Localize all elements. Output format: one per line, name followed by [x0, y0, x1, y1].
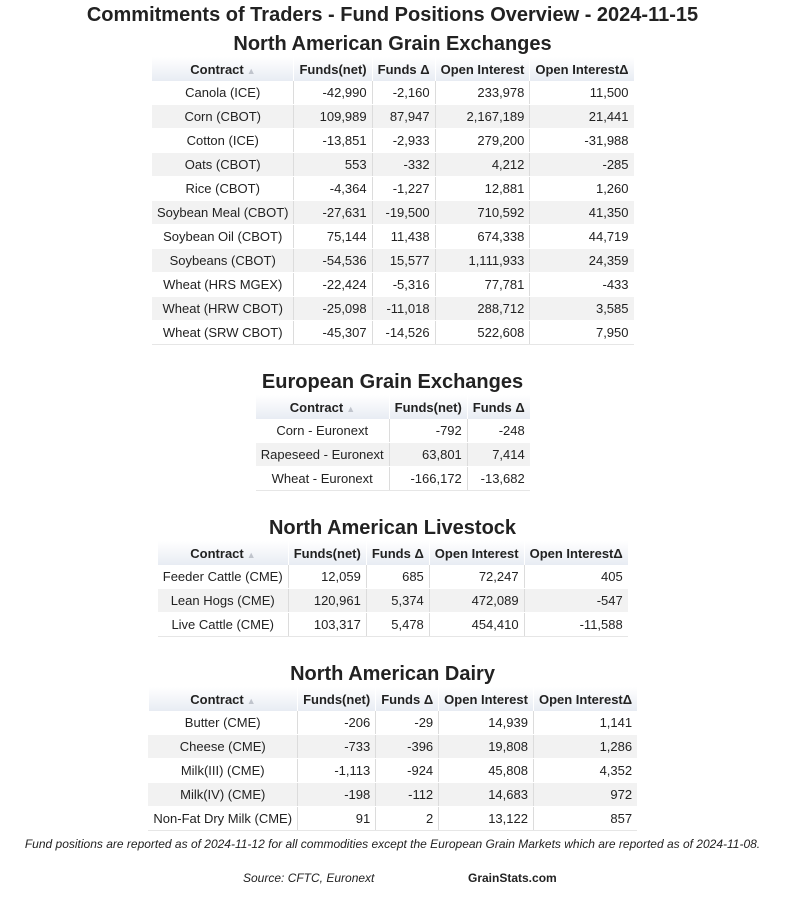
value-cell: 21,441: [530, 105, 634, 129]
value-cell: 14,939: [439, 711, 534, 735]
column-header-label: Funds Δ: [472, 399, 525, 415]
value-cell: 454,410: [429, 613, 524, 637]
contract-cell: Butter (CME): [148, 711, 297, 735]
column-header-label: Funds(net): [299, 61, 367, 77]
value-cell: -13,851: [294, 129, 372, 153]
value-cell: 41,350: [530, 201, 634, 225]
value-cell: 279,200: [435, 129, 530, 153]
table-row: [148, 783, 637, 807]
column-header[interactable]: [389, 395, 467, 419]
table-row: [152, 129, 634, 153]
value-cell: 12,059: [288, 565, 366, 589]
table-row: [152, 297, 634, 321]
value-cell: 5,478: [366, 613, 429, 637]
value-cell: -27,631: [294, 201, 372, 225]
value-cell: 522,608: [435, 321, 530, 345]
table-row: [148, 711, 637, 735]
contract-cell: Soybeans (CBOT): [152, 249, 294, 273]
value-cell: 972: [533, 783, 637, 807]
contract-cell: Rapeseed - Euronext: [256, 443, 389, 467]
value-cell: 77,781: [435, 273, 530, 297]
column-header[interactable]: [152, 57, 294, 81]
source-text: Source: CFTC, Euronext: [243, 871, 375, 885]
value-cell: 857: [533, 807, 637, 831]
column-header[interactable]: [435, 57, 530, 81]
value-cell: 11,500: [530, 81, 634, 105]
column-header-label: Funds Δ: [381, 691, 434, 707]
value-cell: -285: [530, 153, 634, 177]
column-header-label: Contract: [289, 399, 344, 415]
contract-cell: Feeder Cattle (CME): [158, 565, 288, 589]
value-cell: -5,316: [372, 273, 435, 297]
contract-cell: Cotton (ICE): [152, 129, 294, 153]
value-cell: -11,588: [524, 613, 628, 637]
value-cell: 91: [298, 807, 376, 831]
column-header-label: Open Interest: [444, 691, 528, 707]
column-header[interactable]: [533, 687, 637, 711]
value-cell: 5,374: [366, 589, 429, 613]
value-cell: 288,712: [435, 297, 530, 321]
value-cell: 103,317: [288, 613, 366, 637]
column-header[interactable]: [298, 687, 376, 711]
value-cell: 120,961: [288, 589, 366, 613]
value-cell: -13,682: [467, 467, 529, 491]
table-row: [256, 443, 530, 467]
value-cell: 405: [524, 565, 628, 589]
table-row: [152, 153, 634, 177]
value-cell: -166,172: [389, 467, 467, 491]
value-cell: 72,247: [429, 565, 524, 589]
column-header[interactable]: [439, 687, 534, 711]
contract-cell: Rice (CBOT): [152, 177, 294, 201]
contract-cell: Canola (ICE): [152, 81, 294, 105]
contract-cell: Lean Hogs (CME): [158, 589, 288, 613]
column-header[interactable]: [256, 395, 389, 419]
value-cell: -332: [372, 153, 435, 177]
section-title: European Grain Exchanges: [261, 371, 524, 393]
value-cell: -396: [376, 735, 439, 759]
column-header-label: Open InterestΔ: [538, 691, 633, 707]
value-cell: -198: [298, 783, 376, 807]
contract-cell: Wheat (HRS MGEX): [152, 273, 294, 297]
column-header[interactable]: [530, 57, 634, 81]
value-cell: -433: [530, 273, 634, 297]
value-cell: -11,018: [372, 297, 435, 321]
value-cell: 109,989: [294, 105, 372, 129]
sort-arrow-icon: ▲: [346, 403, 356, 414]
value-cell: -1,113: [298, 759, 376, 783]
column-header[interactable]: [288, 541, 366, 565]
value-cell: -29: [376, 711, 439, 735]
column-header-label: Contract: [190, 545, 244, 561]
table-row: [158, 565, 628, 589]
table-row: [152, 249, 634, 273]
table-header-row: [152, 57, 634, 81]
section-title: North American Grain Exchanges: [233, 33, 552, 55]
value-cell: -31,988: [530, 129, 634, 153]
value-cell: -25,098: [294, 297, 372, 321]
value-cell: 24,359: [530, 249, 634, 273]
value-cell: 233,978: [435, 81, 530, 105]
value-cell: -22,424: [294, 273, 372, 297]
contract-cell: Soybean Oil (CBOT): [152, 225, 294, 249]
value-cell: -924: [376, 759, 439, 783]
contract-cell: Milk(III) (CME): [148, 759, 297, 783]
value-cell: 674,338: [435, 225, 530, 249]
value-cell: 1,286: [533, 735, 637, 759]
value-cell: 2,167,189: [435, 105, 530, 129]
value-cell: -14,526: [372, 321, 435, 345]
table-row: [152, 321, 634, 345]
value-cell: 12,881: [435, 177, 530, 201]
sort-arrow-icon: ▲: [246, 65, 256, 76]
sort-arrow-icon: ▲: [246, 695, 256, 706]
contract-cell: Cheese (CME): [148, 735, 297, 759]
column-header-label: Open InterestΔ: [535, 61, 629, 77]
column-header[interactable]: [294, 57, 372, 81]
value-cell: 2: [376, 807, 439, 831]
euronext-table: [255, 395, 529, 491]
contract-cell: Wheat (SRW CBOT): [152, 321, 294, 345]
contract-cell: Corn (CBOT): [152, 105, 294, 129]
value-cell: 13,122: [439, 807, 534, 831]
column-header-label: Funds(net): [303, 691, 371, 707]
column-header[interactable]: [429, 541, 524, 565]
table-row: [152, 105, 634, 129]
value-cell: 63,801: [389, 443, 467, 467]
value-cell: -2,160: [372, 81, 435, 105]
section-title: North American Livestock: [268, 517, 517, 539]
table-row: [256, 467, 530, 491]
value-cell: -45,307: [294, 321, 372, 345]
value-cell: 3,585: [530, 297, 634, 321]
table-row: [148, 735, 637, 759]
value-cell: 553: [294, 153, 372, 177]
table-row: [152, 201, 634, 225]
contract-cell: Wheat - Euronext: [256, 467, 389, 491]
section-title: North American Dairy: [290, 663, 495, 685]
contract-cell: Non-Fat Dry Milk (CME): [148, 807, 297, 831]
contract-cell: Oats (CBOT): [152, 153, 294, 177]
table-header-row: [148, 687, 637, 711]
column-header[interactable]: [148, 687, 297, 711]
value-cell: -792: [389, 419, 467, 443]
column-header-label: Funds Δ: [371, 545, 424, 561]
column-header-label: Open Interest: [434, 545, 519, 561]
table-header-row: [256, 395, 530, 419]
sort-arrow-icon: ▲: [246, 549, 256, 560]
table-row: [158, 613, 628, 637]
column-header-label: Funds(net): [394, 399, 462, 415]
value-cell: 75,144: [294, 225, 372, 249]
contract-cell: Wheat (HRW CBOT): [152, 297, 294, 321]
value-cell: 7,950: [530, 321, 634, 345]
table-row: [256, 419, 530, 443]
grain-table: [151, 57, 633, 345]
table-row: [148, 759, 637, 783]
footnote: Fund positions are reported as of 2024-11-12 for all commodities except the European Grain Markets which are reported as of 2024-11-08.: [24, 837, 761, 851]
contract-cell: Milk(IV) (CME): [148, 783, 297, 807]
dairy-table: [148, 687, 637, 831]
value-cell: -206: [298, 711, 376, 735]
value-cell: 19,808: [439, 735, 534, 759]
value-cell: -733: [298, 735, 376, 759]
value-cell: -4,364: [294, 177, 372, 201]
column-header-label: Funds Δ: [377, 61, 430, 77]
section-dairy: [0, 661, 785, 831]
value-cell: 1,141: [533, 711, 637, 735]
column-header-label: Contract: [190, 61, 244, 77]
value-cell: -248: [467, 419, 529, 443]
value-cell: 11,438: [372, 225, 435, 249]
value-cell: 44,719: [530, 225, 634, 249]
column-header[interactable]: [467, 395, 529, 419]
column-header[interactable]: [376, 687, 439, 711]
section-livestock: [0, 515, 785, 637]
value-cell: -547: [524, 589, 628, 613]
section-eu-grain: [0, 369, 785, 491]
column-header[interactable]: [372, 57, 435, 81]
value-cell: -19,500: [372, 201, 435, 225]
column-header-label: Contract: [190, 691, 244, 707]
section-na-grain: [0, 31, 785, 345]
table-header-row: [158, 541, 628, 565]
value-cell: 15,577: [372, 249, 435, 273]
value-cell: 87,947: [372, 105, 435, 129]
value-cell: 14,683: [439, 783, 534, 807]
column-header-label: Open Interest: [440, 61, 525, 77]
column-header-label: Funds(net): [293, 545, 361, 561]
column-header[interactable]: [366, 541, 429, 565]
value-cell: -42,990: [294, 81, 372, 105]
value-cell: 45,808: [439, 759, 534, 783]
contract-cell: Soybean Meal (CBOT): [152, 201, 294, 225]
table-row: [152, 177, 634, 201]
livestock-table: [157, 541, 627, 637]
table-row: [152, 273, 634, 297]
value-cell: 4,352: [533, 759, 637, 783]
value-cell: 710,592: [435, 201, 530, 225]
contract-cell: Live Cattle (CME): [158, 613, 288, 637]
value-cell: 685: [366, 565, 429, 589]
value-cell: 472,089: [429, 589, 524, 613]
value-cell: -54,536: [294, 249, 372, 273]
table-row: [152, 225, 634, 249]
contract-cell: Corn - Euronext: [256, 419, 389, 443]
value-cell: 1,260: [530, 177, 634, 201]
table-row: [158, 589, 628, 613]
column-header[interactable]: [158, 541, 288, 565]
value-cell: -112: [376, 783, 439, 807]
value-cell: -2,933: [372, 129, 435, 153]
brand-link[interactable]: GrainStats.com: [468, 871, 557, 885]
value-cell: -1,227: [372, 177, 435, 201]
page-title: Commitments of Traders - Fund Positions Overview - 2024-11-15: [86, 4, 699, 26]
value-cell: 7,414: [467, 443, 529, 467]
value-cell: 1,111,933: [435, 249, 530, 273]
table-row: [152, 81, 634, 105]
column-header-label: Open InterestΔ: [529, 545, 623, 561]
value-cell: 4,212: [435, 153, 530, 177]
column-header[interactable]: [524, 541, 628, 565]
table-row: [148, 807, 637, 831]
